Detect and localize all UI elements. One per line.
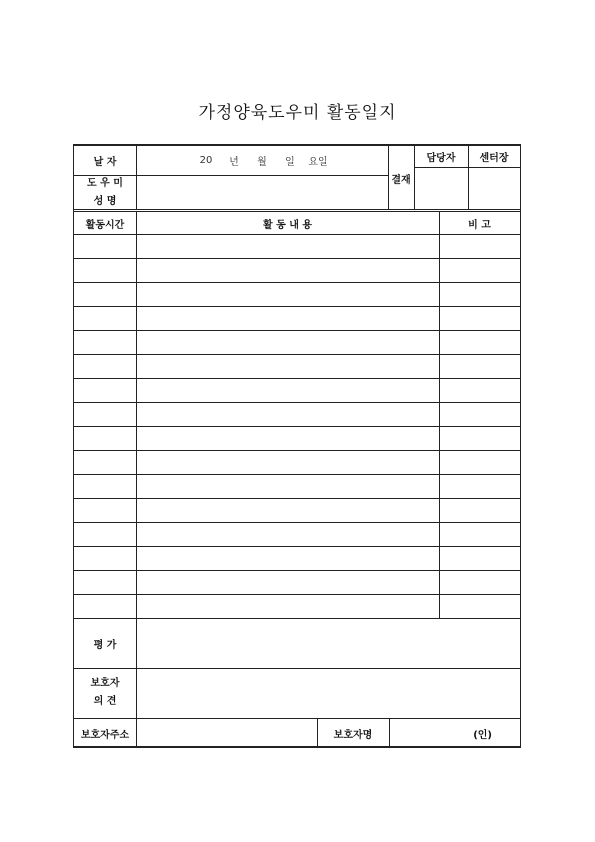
note-cell[interactable] [439,498,520,522]
date-label: 날 자 [93,157,117,168]
guardian-opinion-field[interactable] [136,668,520,718]
time-cell[interactable] [74,546,136,570]
approver-director-sign[interactable] [468,167,520,210]
note-cell[interactable] [439,402,520,426]
time-cell[interactable] [74,402,136,426]
activity-log-form [73,144,521,748]
column-note-header: 비 고 [468,219,491,231]
date-weekday-unit: 요일 [308,157,328,168]
content-cell[interactable] [136,546,439,570]
helper-label-line1: 도 우 미 [87,177,123,189]
date-year-prefix: 20 [199,155,213,166]
approver-director-label: 센터장 [479,153,509,164]
guardian-address-field[interactable] [136,718,317,748]
date-month-unit: 월 [257,157,267,168]
date-year-unit: 년 [229,157,239,168]
guardian-address-label: 보호자주소 [80,729,130,741]
column-time-header: 활동시간 [85,219,125,231]
helper-name-label [74,175,136,210]
content-cell[interactable] [136,522,439,546]
note-cell[interactable] [439,570,520,594]
seal-label: (인) [473,729,492,741]
time-cell[interactable] [74,426,136,450]
content-cell[interactable] [136,234,439,258]
content-cell[interactable] [136,282,439,306]
content-cell[interactable] [136,426,439,450]
note-cell[interactable] [439,378,520,402]
content-cell[interactable] [136,594,439,618]
page-title: 가정양육도우미 활동일지 [198,103,397,123]
time-cell[interactable] [74,258,136,282]
content-cell[interactable] [136,378,439,402]
content-cell[interactable] [136,474,439,498]
note-cell[interactable] [439,354,520,378]
guardian-opinion-line1: 보호자 [90,678,120,689]
note-cell[interactable] [439,522,520,546]
time-cell[interactable] [74,594,136,618]
note-cell[interactable] [439,450,520,474]
content-cell[interactable] [136,570,439,594]
note-cell[interactable] [439,306,520,330]
content-cell[interactable] [136,498,439,522]
date-day-unit: 일 [285,157,295,168]
content-cell[interactable] [136,258,439,282]
time-cell[interactable] [74,570,136,594]
content-cell[interactable] [136,450,439,474]
note-cell[interactable] [439,426,520,450]
helper-name-field[interactable] [136,175,388,210]
time-cell[interactable] [74,282,136,306]
time-cell[interactable] [74,354,136,378]
note-cell[interactable] [439,234,520,258]
helper-label-line2: 성 명 [93,195,117,207]
time-cell[interactable] [74,234,136,258]
evaluation-field[interactable] [136,618,520,668]
date-field[interactable] [136,146,388,175]
note-cell[interactable] [439,546,520,570]
note-cell[interactable] [439,594,520,618]
time-cell[interactable] [74,522,136,546]
content-cell[interactable] [136,330,439,354]
evaluation-label: 평 가 [93,639,117,651]
time-cell[interactable] [74,330,136,354]
content-cell[interactable] [136,354,439,378]
note-cell[interactable] [439,282,520,306]
approval-label: 결재 [391,174,411,186]
time-cell[interactable] [74,378,136,402]
guardian-name-field[interactable] [389,718,520,748]
note-cell[interactable] [439,330,520,354]
guardian-name-label: 보호자명 [333,729,373,741]
time-cell[interactable] [74,450,136,474]
guardian-opinion-label [74,668,136,718]
content-cell[interactable] [136,402,439,426]
time-cell[interactable] [74,474,136,498]
guardian-opinion-line2: 의 견 [93,696,117,707]
time-cell[interactable] [74,498,136,522]
approver-manager-label: 담당자 [426,153,456,164]
note-cell[interactable] [439,474,520,498]
column-content-header: 활 동 내 용 [262,219,313,231]
time-cell[interactable] [74,306,136,330]
note-cell[interactable] [439,258,520,282]
content-cell[interactable] [136,306,439,330]
approver-manager-sign[interactable] [414,167,468,210]
